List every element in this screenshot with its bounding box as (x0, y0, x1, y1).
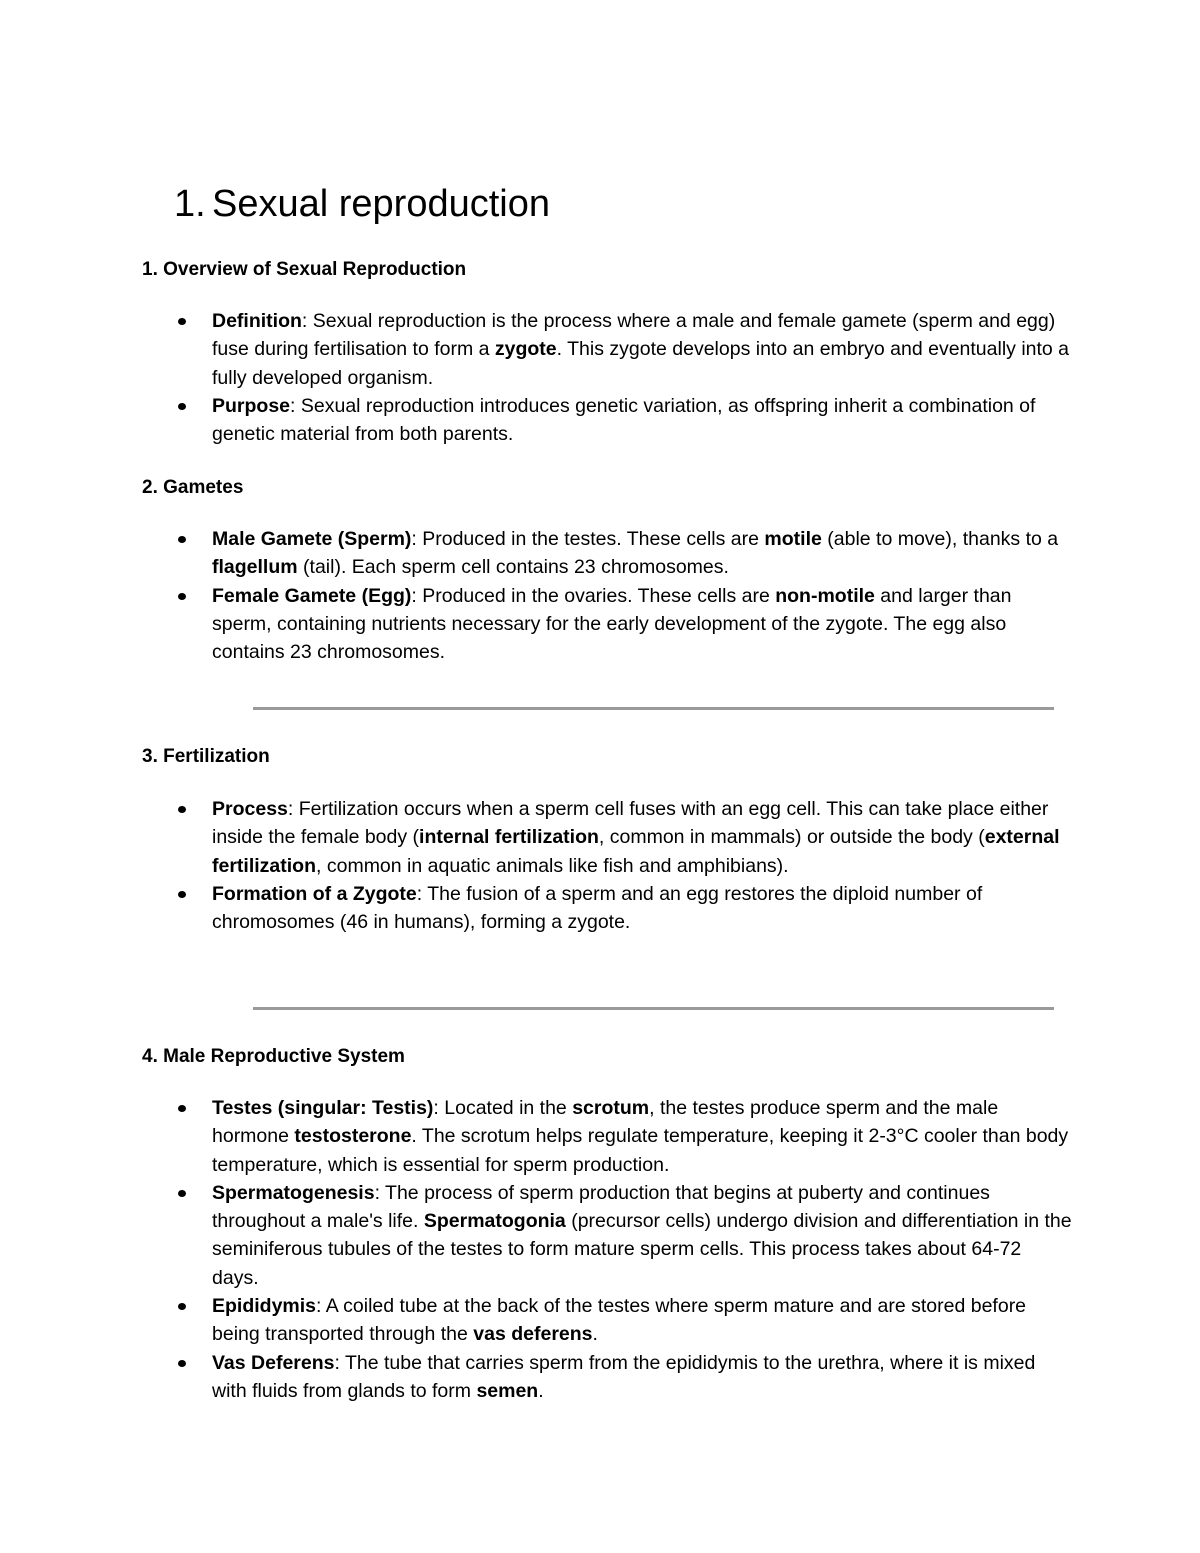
bullet-icon (178, 536, 186, 543)
list-item: Purpose: Sexual reproduction introduces genetic variation, as offspring inherit a combination of genetic material from both parents. (212, 392, 1072, 449)
term: Testes (singular: Testis) (212, 1097, 434, 1119)
term: Purpose (212, 394, 291, 417)
bullet-icon (178, 891, 186, 898)
document-title (174, 180, 550, 228)
section-heading-male-system: 4. Male Reproductive System (142, 1046, 405, 1067)
bullet-icon (178, 1105, 186, 1112)
list-item: Vas Deferens: The tube that carries sperm from the epididymis to the urethra, where it is mixed with fluids from glands to form semen. (212, 1349, 1072, 1406)
horizontal-rule (253, 1007, 1054, 1010)
list-item: Definition: Sexual reproduction is the process where a male and female gamete (sperm and egg) fuse during fertilisation to form a zygote. This zygote develops into an embryo and eventually into a fully developed organism. (212, 307, 1072, 392)
term: Spermatogenesis (212, 1181, 375, 1204)
term: Female Gamete (Egg) (212, 584, 412, 607)
term: Formation of a Zygote (212, 882, 417, 905)
list-item: Process: Fertilization occurs when a sperm cell fuses with an egg cell. This can take place either inside the female body (internal fertilization, common in mammals) or outside the body (external fertilization, common in aquatic animals like fish and amphibians). (212, 795, 1072, 880)
list-item: Epididymis: A coiled tube at the back of the testes where sperm mature and are stored before being transported through the vas deferens. (212, 1292, 1072, 1349)
term: Process (212, 798, 288, 820)
male-system-list (212, 1094, 1072, 1405)
overview-list (212, 307, 1072, 448)
term: Male Gamete (Sperm) (212, 528, 412, 550)
title-text: Sexual reproduction (212, 183, 550, 225)
term: Definition (212, 310, 302, 332)
title-number: 1. (174, 183, 206, 225)
section-heading-fertilization: 3. Fertilization (142, 746, 270, 767)
bullet-icon (178, 318, 186, 325)
gametes-list (212, 525, 1072, 666)
bullet-icon (178, 1190, 186, 1197)
horizontal-rule (253, 707, 1054, 710)
fertilization-list (212, 795, 1072, 936)
term: Vas Deferens (212, 1351, 335, 1374)
bullet-icon (178, 806, 186, 813)
bullet-icon (178, 1360, 186, 1367)
bullet-icon (178, 1303, 186, 1310)
section-heading-overview: 1. Overview of Sexual Reproduction (142, 259, 467, 280)
list-item: Male Gamete (Sperm): Produced in the testes. These cells are motile (able to move), thanks to a flagellum (tail). Each sperm cell contains 23 chromosomes. (212, 525, 1072, 582)
term: Epididymis (212, 1295, 317, 1318)
bullet-icon (178, 593, 186, 600)
list-item: Formation of a Zygote: The fusion of a sperm and an egg restores the diploid number of chromosomes (46 in humans), forming a zygote. (212, 880, 1072, 937)
bullet-icon (178, 403, 186, 410)
section-heading-gametes: 2. Gametes (142, 477, 244, 498)
list-item: Testes (singular: Testis): Located in the scrotum, the testes produce sperm and the male hormone testosterone. The scrotum helps regulate temperature, keeping it 2-3°C cooler than body temperature, which is essential for sperm production. (212, 1094, 1072, 1179)
list-item: Spermatogenesis: The process of sperm production that begins at puberty and continues throughout a male's life. Spermatogonia (precursor cells) undergo division and differentiation in the seminiferous tubules of the testes to form mature sperm cells. This process takes about 64-72 days. (212, 1179, 1072, 1292)
list-item: Female Gamete (Egg): Produced in the ovaries. These cells are non-motile and larger than sperm, containing nutrients necessary for the early development of the zygote. The egg also contains 23 chromosomes. (212, 582, 1072, 667)
